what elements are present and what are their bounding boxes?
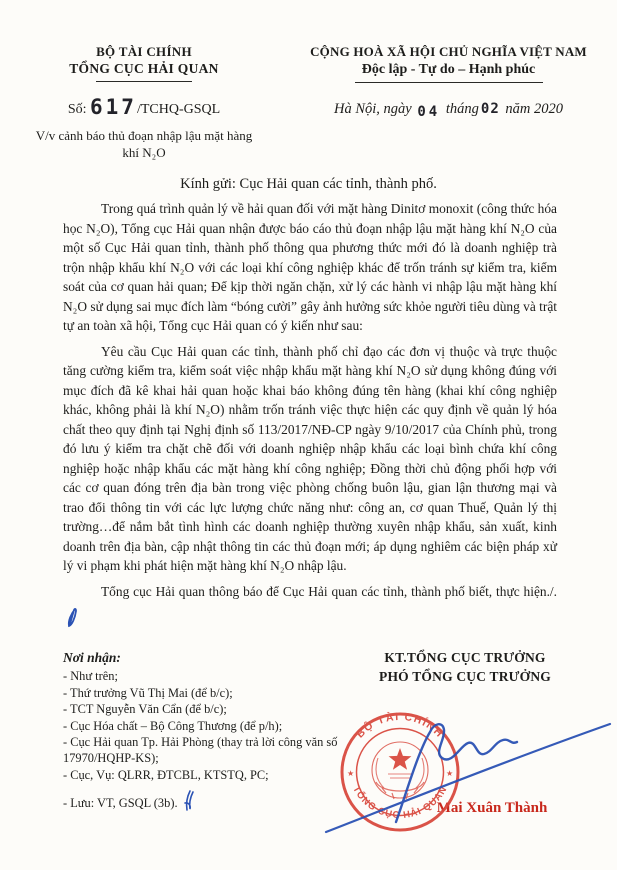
pen-initial-icon xyxy=(65,607,81,629)
place-date-line xyxy=(288,101,609,118)
agency-name: TỔNG CỤC HẢI QUAN xyxy=(69,61,219,76)
place-date-prefix: Hà Nội, ngày xyxy=(334,101,412,117)
seal-star-separator-right: ★ xyxy=(446,769,454,778)
recipient-item: - Cục Hóa chất – Bộ Công Thương (để p/h); xyxy=(63,718,283,733)
document-header xyxy=(0,0,617,161)
recipient-item: - Như trên; xyxy=(63,669,118,684)
seal-emblem-icon xyxy=(372,742,428,799)
recipient-item: - TCT Nguyễn Văn Cẩn (để b/c); xyxy=(63,702,227,717)
document-number-line xyxy=(0,94,288,118)
signer-name: Mai Xuân Thành xyxy=(436,800,548,816)
document-body xyxy=(0,199,617,629)
recipient-item-text: - Lưu: VT, GSQL (3b). xyxy=(63,796,178,811)
closing-paragraph xyxy=(63,582,557,629)
recipients-title: Nơi nhận: xyxy=(63,650,121,665)
body-paragraph-2: Yêu cầu Cục Hải quan các tỉnh, thành phố chỉ đạo các đơn vị thuộc và trực thuộc tăng cường kiểm tra, kiểm soát việc nhập khẩu mặt hàng khí N₂O sử dụng không đúng với mục đích đã kê khai hải quan hoặc khai báo không đúng tên hàng (khai khí công nghiệp khác, không phải là khí N₂O) nhằm trốn tránh việc thực hiện các quy định về quản lý hóa chất theo quy định tại Nghị định số 113/2017/NĐ-CP ngày 9/10/2017 của Chính phủ, trong đó lưu ý kiểm tra chặt chẽ đối với doanh nghiệp nhập khẩu các loại bình chứa khí công nghiệp hoặc nhập khẩu các mặt hàng khí công nghiệp; Đồng thời chủ động phối hợp với các cơ quan đóng trên địa bàn trong việc phòng chống buôn lậu, gian lận thương mại và trao đổi thông tin với các lực lượng chức năng như: công an, cơ quan Thuế, Quản lý thị trường…để nắm bắt tình hình các doanh nghiệp thường xuyên nhập khẩu, sản xuất, kinh doanh trên địa bàn, cập nhật thông tin các thủ đoạn mới; áp dụng nghiêm các biện pháp xử lý vi phạm khi phát hiện mặt hàng khí N₂O nhập lậu. xyxy=(63,343,557,573)
motto-underline xyxy=(355,82,543,83)
year-label: năm 2020 xyxy=(505,101,563,117)
parent-agency-name: BỘ TÀI CHÍNH xyxy=(96,44,192,59)
signature-icon xyxy=(326,724,610,832)
document-number-suffix: /TCHQ-GSQL xyxy=(136,102,221,117)
seal-top-text: BỘ TÀI CHÍNH xyxy=(354,710,446,741)
national-motto: Độc lập - Tự do – Hạnh phúc xyxy=(361,62,536,77)
signature-block xyxy=(330,648,600,822)
signer-title-2: PHÓ TỔNG CỤC TRƯỞNG xyxy=(379,669,551,684)
month-label: tháng xyxy=(445,101,479,117)
salutation: Kính gửi: Cục Hải quan các tỉnh, thành phố. xyxy=(180,176,437,192)
document-subject: V/v cảnh báo thủ đoạn nhập lậu mặt hàng khí N₂O xyxy=(35,128,253,160)
document-number-label: Số: xyxy=(67,102,87,117)
closing-text: Tổng cục Hải quan thông báo để Cục Hải quan các tỉnh, thành phố biết, thực hiện./. xyxy=(101,583,557,599)
recipient-item: - Cục Hải quan Tp. Hải Phòng (thay trả lời công văn số 17970/HQHP-KS); xyxy=(63,735,338,766)
agency-underline xyxy=(96,81,192,82)
national-motto-block xyxy=(288,44,617,161)
pen-initial-icon xyxy=(182,789,196,813)
svg-text:BỘ TÀI CHÍNH xyxy=(354,710,446,740)
document-number-stamped: 617 xyxy=(90,95,137,119)
seal-star-icon xyxy=(389,748,412,770)
stamped-month: 02 xyxy=(480,101,500,117)
issuing-agency-block xyxy=(0,44,288,161)
recipient-item: - Thứ trưởng Vũ Thị Mai (để b/c); xyxy=(63,685,233,700)
seal-and-signature-overlay xyxy=(318,682,617,868)
stamped-day: 04 xyxy=(417,104,441,120)
recipient-item: - Cục, Vụ: QLRR, ĐTCBL, KTSTQ, PC; xyxy=(63,767,269,782)
seal-star-separator-left: ★ xyxy=(347,769,355,778)
body-paragraph-1: Trong quá trình quản lý về hải quan đối với mặt hàng Dinitơ monoxit (công thức hóa học N₂O), Tổng cục Hải quan nhận được báo cáo thủ đoạn nhập lậu mặt hàng khí N₂O của một số Cục Hải quan tỉnh, thành phố thông qua phương thức mới đó là doanh nghiệp trà trộn nhập khẩu khí N₂O với các loại khí công nghiệp khác để trốn tránh sự kiểm tra, kiểm soát của cơ quan hải quan; Để kịp thời ngăn chặn, xử lý các hành vi nhập lậu mặt hàng khí N₂O sử dụng sai mục đích làm “bóng cười” gây ảnh hưởng sức khỏe người tiêu dùng và trật tự an toàn xã hội, Tổng cục Hải quan có ý kiến như sau: xyxy=(63,201,557,333)
signer-title-1: KT.TỔNG CỤC TRƯỞNG xyxy=(384,650,546,665)
national-title: CỘNG HOÀ XÃ HỘI CHỦ NGHĨA VIỆT NAM xyxy=(310,44,587,59)
seal-bottom-text: TỔNG CỤC HẢI QUAN xyxy=(350,784,450,822)
